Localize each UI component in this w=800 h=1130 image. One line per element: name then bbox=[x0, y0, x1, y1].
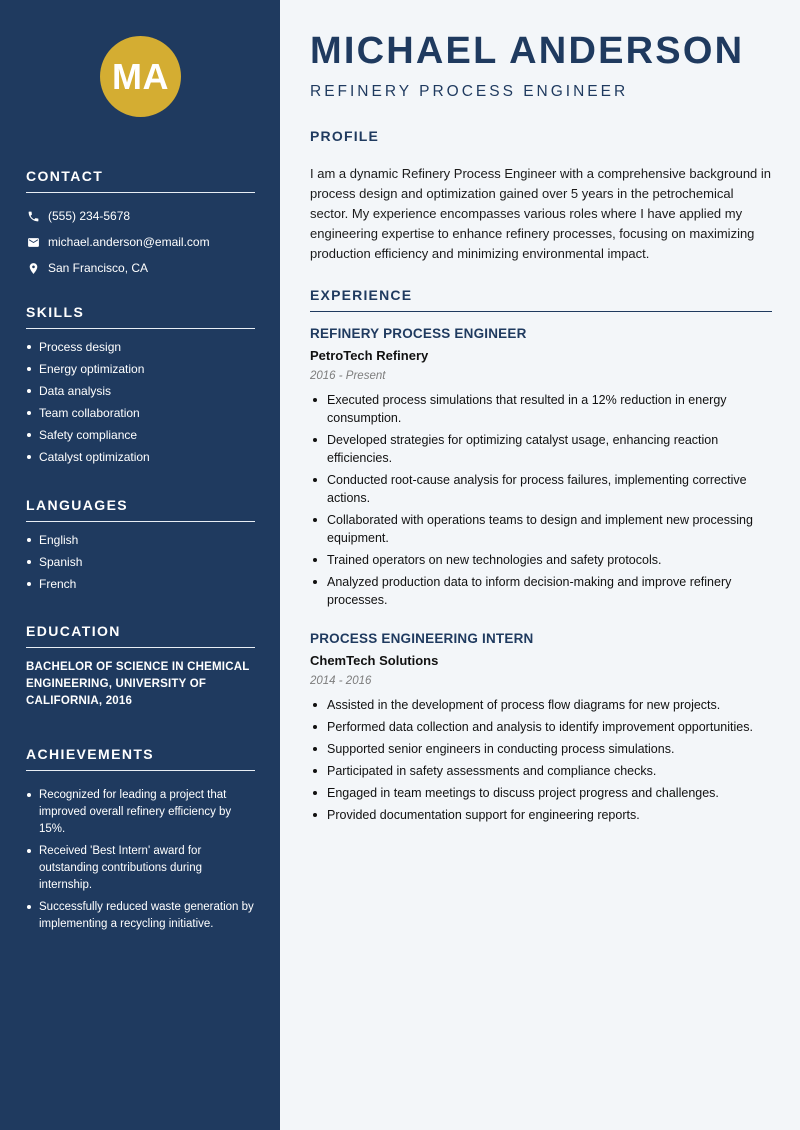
education-degree: BACHELOR OF SCIENCE IN CHEMICAL ENGINEERING, UNIVERSITY OF CALIFORNIA, 2016 bbox=[26, 661, 250, 707]
contact-location-text: San Francisco, CA bbox=[48, 261, 149, 275]
contact-phone[interactable] bbox=[26, 203, 255, 229]
skill-item: Team collaboration bbox=[26, 405, 255, 427]
candidate-role: REFINERY PROCESS ENGINEER bbox=[310, 83, 629, 100]
job-bullet: Assisted in the development of process flow diagrams for new projects. bbox=[310, 696, 772, 714]
languages-section bbox=[26, 497, 255, 598]
job-bullet: Supported senior engineers in conducting process simulations. bbox=[310, 740, 772, 758]
languages-list bbox=[26, 532, 255, 598]
job-company: PetroTech Refinery bbox=[310, 348, 429, 363]
profile-heading: PROFILE bbox=[310, 128, 380, 144]
job-title: REFINERY PROCESS ENGINEER bbox=[310, 326, 527, 341]
language-item: English bbox=[26, 532, 255, 554]
contact-section bbox=[26, 168, 255, 281]
skill-item: Energy optimization bbox=[26, 361, 255, 383]
phone-icon bbox=[26, 209, 40, 223]
skill-item: Catalyst optimization bbox=[26, 449, 255, 471]
job-bullets bbox=[310, 391, 772, 609]
job-bullet: Trained operators on new technologies and safety protocols. bbox=[310, 551, 772, 569]
skill-item: Data analysis bbox=[26, 383, 255, 405]
contact-email-text: michael.anderson@email.com bbox=[48, 235, 210, 249]
languages-heading: LANGUAGES bbox=[26, 497, 255, 522]
experience-heading: EXPERIENCE bbox=[310, 287, 772, 312]
skills-section bbox=[26, 304, 255, 471]
sidebar bbox=[0, 0, 280, 1130]
job-bullet: Performed data collection and analysis to identify improvement opportunities. bbox=[310, 718, 772, 736]
contact-email[interactable] bbox=[26, 229, 255, 255]
education-heading: EDUCATION bbox=[26, 623, 255, 648]
job-bullet: Engaged in team meetings to discuss project progress and challenges. bbox=[310, 784, 772, 802]
education-section bbox=[26, 623, 255, 710]
job-company: ChemTech Solutions bbox=[310, 653, 439, 668]
job-title: PROCESS ENGINEERING INTERN bbox=[310, 631, 534, 646]
contact-phone-text: (555) 234-5678 bbox=[48, 209, 131, 223]
profile-text: I am a dynamic Refinery Process Engineer with a comprehensive background in process design and optimization gained over 5 years in the petrochemical sector. My experience encompasses various roles where I have applied my engineering expertise to enhance refinery processes, focusing on maximizing production efficiency and minimizing environmental impact. bbox=[310, 166, 772, 261]
contact-list bbox=[26, 203, 255, 281]
skills-heading: SKILLS bbox=[26, 304, 255, 329]
job-bullet: Conducted root-cause analysis for process failures, implementing corrective actions. bbox=[310, 471, 772, 507]
job-bullet: Analyzed production data to inform decision-making and improve refinery processes. bbox=[310, 573, 772, 609]
job-bullet: Collaborated with operations teams to design and implement new processing equipment. bbox=[310, 511, 772, 547]
language-item: French bbox=[26, 576, 255, 598]
job-entry bbox=[310, 631, 772, 828]
achievement-item: Received 'Best Intern' award for outstanding contributions during internship. bbox=[26, 843, 255, 894]
achievements-heading: ACHIEVEMENTS bbox=[26, 746, 255, 771]
location-pin-icon bbox=[26, 261, 40, 275]
job-entry bbox=[310, 326, 772, 613]
achievement-item: Successfully reduced waste generation by implementing a recycling initiative. bbox=[26, 899, 255, 933]
skill-item: Safety compliance bbox=[26, 427, 255, 449]
achievement-item: Recognized for leading a project that improved overall refinery efficiency by 15%. bbox=[26, 787, 255, 838]
contact-heading: CONTACT bbox=[26, 168, 255, 193]
job-bullet: Participated in safety assessments and compliance checks. bbox=[310, 762, 772, 780]
candidate-name: MICHAEL ANDERSON bbox=[310, 30, 745, 72]
achievements-section bbox=[26, 746, 255, 938]
job-dates: 2014 - 2016 bbox=[310, 675, 372, 687]
job-bullet: Provided documentation support for engineering reports. bbox=[310, 806, 772, 824]
job-bullets bbox=[310, 696, 772, 824]
email-icon bbox=[26, 235, 40, 249]
contact-location bbox=[26, 255, 255, 281]
avatar-initials: MA bbox=[100, 36, 181, 117]
job-bullet: Executed process simulations that resulted in a 12% reduction in energy consumption. bbox=[310, 391, 772, 427]
achievements-list bbox=[26, 787, 255, 933]
language-item: Spanish bbox=[26, 554, 255, 576]
skill-item: Process design bbox=[26, 339, 255, 361]
skills-list bbox=[26, 339, 255, 471]
job-dates: 2016 - Present bbox=[310, 370, 386, 382]
job-bullet: Developed strategies for optimizing catalyst usage, enhancing reaction efficiencies. bbox=[310, 431, 772, 467]
